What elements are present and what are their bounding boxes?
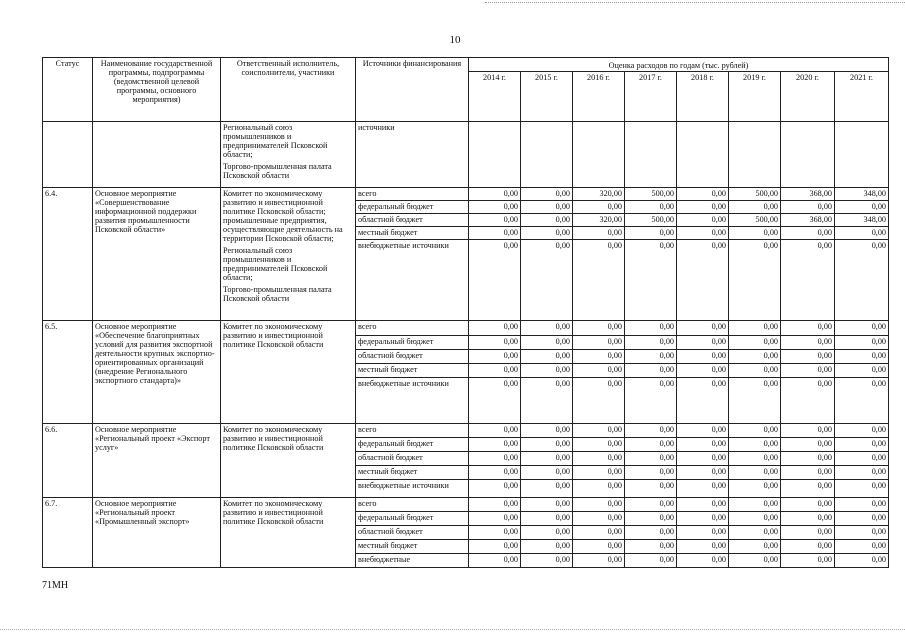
value-cell: 0,00	[677, 512, 729, 526]
status-cell: 6.5.	[43, 321, 93, 424]
value-cell: 0,00	[625, 364, 677, 378]
value-cell: 0,00	[677, 188, 729, 201]
value-cell: 0,00	[573, 498, 625, 512]
value-cell: 0,00	[625, 466, 677, 480]
value-cell: 0,00	[729, 350, 781, 364]
value-cell: 0,00	[469, 336, 521, 350]
value-cell: 0,00	[781, 336, 835, 350]
value-cell: 0,00	[835, 466, 889, 480]
value-cell: 348,00	[835, 188, 889, 201]
value-cell: 0,00	[521, 214, 573, 227]
source-label: местный бюджет	[356, 364, 469, 378]
value-cell: 0,00	[677, 526, 729, 540]
value-cell: 0,00	[835, 526, 889, 540]
value-cell: 0,00	[835, 378, 889, 424]
executor-line: Комитет по экономическому развитию и инвестиционной политике Псковской области	[223, 322, 324, 349]
value-cell: 0,00	[469, 498, 521, 512]
value-cell: 0,00	[677, 201, 729, 214]
value-cell: 0,00	[521, 540, 573, 554]
expenses-table	[42, 57, 889, 568]
header-status: Статус	[43, 58, 93, 122]
value-cell: 0,00	[835, 336, 889, 350]
source-label: всего	[356, 498, 469, 512]
value-cell: 0,00	[625, 350, 677, 364]
value-cell: 0,00	[677, 378, 729, 424]
value-cell: 0,00	[781, 498, 835, 512]
value-cell: 368,00	[781, 214, 835, 227]
value-cell: 0,00	[573, 350, 625, 364]
value-cell: 0,00	[677, 466, 729, 480]
source-label: областной бюджет	[356, 350, 469, 364]
value-cell: 0,00	[573, 452, 625, 466]
executor-cell	[221, 321, 356, 424]
header-executor: Ответственный исполнитель, соисполнители, участники	[221, 58, 356, 122]
source-label: федеральный бюджет	[356, 336, 469, 350]
value-cell: 0,00	[573, 378, 625, 424]
value-cell: 320,00	[573, 214, 625, 227]
source-label: внебюджетные	[356, 554, 469, 568]
value-cell: 0,00	[835, 480, 889, 498]
value-cell: 0,00	[835, 452, 889, 466]
value-cell	[469, 122, 521, 188]
source-label: областной бюджет	[356, 526, 469, 540]
status-cell: 6.6.	[43, 424, 93, 498]
value-cell: 0,00	[781, 526, 835, 540]
name-cell: Основное мероприятие «Региональный проект «Экспорт услуг»	[93, 424, 221, 498]
value-cell: 0,00	[781, 240, 835, 321]
value-cell: 0,00	[469, 526, 521, 540]
value-cell: 0,00	[781, 540, 835, 554]
value-cell: 0,00	[835, 240, 889, 321]
value-cell: 0,00	[625, 452, 677, 466]
value-cell: 0,00	[781, 201, 835, 214]
value-cell: 0,00	[835, 540, 889, 554]
value-cell: 0,00	[469, 201, 521, 214]
value-cell: 0,00	[521, 466, 573, 480]
value-cell: 0,00	[781, 350, 835, 364]
value-cell: 0,00	[781, 452, 835, 466]
value-cell: 0,00	[573, 466, 625, 480]
value-cell: 0,00	[573, 554, 625, 568]
value-cell: 0,00	[469, 378, 521, 424]
executor-cell	[221, 498, 356, 568]
value-cell: 0,00	[521, 201, 573, 214]
value-cell: 0,00	[469, 466, 521, 480]
value-cell: 0,00	[573, 512, 625, 526]
value-cell: 0,00	[573, 321, 625, 336]
value-cell	[781, 122, 835, 188]
value-cell: 0,00	[469, 452, 521, 466]
source-label: внебюджетные источники	[356, 378, 469, 424]
source-label: всего	[356, 188, 469, 201]
value-cell: 0,00	[521, 378, 573, 424]
value-cell: 0,00	[521, 188, 573, 201]
value-cell: 0,00	[781, 480, 835, 498]
value-cell: 368,00	[781, 188, 835, 201]
source-row	[43, 188, 889, 201]
value-cell: 0,00	[677, 452, 729, 466]
value-cell: 0,00	[781, 227, 835, 240]
source-label: всего	[356, 321, 469, 336]
value-cell: 0,00	[469, 350, 521, 364]
executor-line: Торгово-промышленная палата Псковской области	[223, 162, 332, 180]
value-cell: 0,00	[835, 554, 889, 568]
value-cell: 0,00	[521, 452, 573, 466]
value-cell: 0,00	[521, 336, 573, 350]
executor-line: Комитет по экономическому развитию и инвестиционной политике Псковской области	[223, 499, 324, 526]
value-cell: 0,00	[729, 227, 781, 240]
value-cell: 0,00	[729, 452, 781, 466]
value-cell: 500,00	[625, 214, 677, 227]
scan-edge-top	[485, 2, 905, 4]
value-cell: 0,00	[677, 540, 729, 554]
value-cell: 0,00	[573, 526, 625, 540]
value-cell: 0,00	[729, 336, 781, 350]
value-cell: 0,00	[625, 480, 677, 498]
value-cell: 0,00	[573, 438, 625, 452]
value-cell: 0,00	[521, 512, 573, 526]
value-cell	[677, 122, 729, 188]
value-cell: 0,00	[625, 438, 677, 452]
value-cell: 0,00	[835, 321, 889, 336]
value-cell: 0,00	[521, 240, 573, 321]
value-cell: 0,00	[521, 424, 573, 438]
name-cell	[93, 122, 221, 188]
value-cell: 0,00	[469, 424, 521, 438]
executor-line: Комитет по экономическому развитию и инвестиционной политике Псковской области; промышленные предприятия, осуществляющие деятельность на территории Псковской области;	[223, 189, 343, 243]
value-cell: 0,00	[677, 240, 729, 321]
value-cell: 0,00	[835, 227, 889, 240]
value-cell: 0,00	[781, 512, 835, 526]
value-cell: 0,00	[625, 424, 677, 438]
table-header	[43, 58, 889, 122]
status-cell: 6.7.	[43, 498, 93, 568]
header-expenses: Оценка расходов по годам (тыс. рублей)	[469, 58, 889, 72]
value-cell: 0,00	[625, 512, 677, 526]
value-cell: 500,00	[729, 188, 781, 201]
source-row	[43, 321, 889, 336]
header-year: 2021 г.	[835, 72, 889, 122]
value-cell: 0,00	[729, 526, 781, 540]
value-cell: 0,00	[521, 480, 573, 498]
executor-cell	[221, 122, 356, 188]
value-cell: 0,00	[521, 438, 573, 452]
executor-line: Комитет по экономическому развитию и инвестиционной политике Псковской области	[223, 425, 324, 452]
value-cell: 0,00	[677, 227, 729, 240]
footer-code: 71МН	[42, 580, 69, 591]
executor-line: Региональный союз промышленников и предпринимателей Псковской области;	[223, 246, 328, 282]
value-cell: 0,00	[677, 554, 729, 568]
value-cell	[521, 122, 573, 188]
source-label: местный бюджет	[356, 540, 469, 554]
value-cell: 0,00	[521, 526, 573, 540]
source-row	[43, 424, 889, 438]
header-name: Наименование государственной программы, подпрограммы (ведомственной целевой программы, основного мероприятия)	[93, 58, 221, 122]
value-cell: 0,00	[729, 378, 781, 424]
value-cell: 0,00	[729, 512, 781, 526]
value-cell: 0,00	[729, 424, 781, 438]
value-cell: 0,00	[625, 227, 677, 240]
value-cell: 0,00	[729, 480, 781, 498]
value-cell: 0,00	[521, 554, 573, 568]
executor-line: Торгово-промышленная палата Псковской области	[223, 285, 332, 303]
value-cell: 0,00	[677, 350, 729, 364]
value-cell: 0,00	[573, 240, 625, 321]
value-cell: 0,00	[835, 512, 889, 526]
value-cell: 0,00	[781, 321, 835, 336]
value-cell: 0,00	[835, 424, 889, 438]
value-cell: 0,00	[625, 321, 677, 336]
executor-cell	[221, 188, 356, 321]
source-label: областной бюджет	[356, 452, 469, 466]
value-cell: 0,00	[573, 480, 625, 498]
value-cell: 0,00	[625, 378, 677, 424]
value-cell: 0,00	[729, 240, 781, 321]
source-row	[43, 498, 889, 512]
value-cell: 0,00	[469, 438, 521, 452]
value-cell: 500,00	[625, 188, 677, 201]
header-year: 2020 г.	[781, 72, 835, 122]
value-cell: 0,00	[625, 554, 677, 568]
value-cell	[835, 122, 889, 188]
value-cell: 0,00	[573, 336, 625, 350]
value-cell: 0,00	[677, 336, 729, 350]
value-cell: 0,00	[573, 424, 625, 438]
value-cell: 0,00	[625, 201, 677, 214]
value-cell: 500,00	[729, 214, 781, 227]
status-cell	[43, 122, 93, 188]
value-cell: 0,00	[835, 201, 889, 214]
value-cell: 0,00	[625, 498, 677, 512]
value-cell: 0,00	[573, 201, 625, 214]
value-cell: 0,00	[729, 466, 781, 480]
value-cell: 0,00	[625, 240, 677, 321]
value-cell: 0,00	[469, 214, 521, 227]
value-cell: 0,00	[469, 364, 521, 378]
value-cell: 0,00	[835, 364, 889, 378]
value-cell: 0,00	[677, 480, 729, 498]
value-cell: 348,00	[835, 214, 889, 227]
source-label: областной бюджет	[356, 214, 469, 227]
value-cell: 0,00	[573, 227, 625, 240]
value-cell: 0,00	[781, 554, 835, 568]
value-cell: 0,00	[521, 321, 573, 336]
header-year: 2017 г.	[625, 72, 677, 122]
value-cell: 0,00	[469, 188, 521, 201]
value-cell: 0,00	[677, 498, 729, 512]
value-cell: 0,00	[781, 424, 835, 438]
source-label: всего	[356, 424, 469, 438]
source-label: федеральный бюджет	[356, 512, 469, 526]
header-year: 2016 г.	[573, 72, 625, 122]
value-cell: 0,00	[521, 364, 573, 378]
value-cell: 0,00	[469, 540, 521, 554]
header-year: 2015 г.	[521, 72, 573, 122]
value-cell: 0,00	[677, 438, 729, 452]
value-cell	[729, 122, 781, 188]
source-cell: источники	[356, 122, 469, 188]
value-cell: 0,00	[625, 336, 677, 350]
value-cell: 0,00	[573, 364, 625, 378]
header-sources: Источники финансирования	[356, 58, 469, 122]
value-cell: 0,00	[469, 480, 521, 498]
value-cell: 0,00	[835, 498, 889, 512]
value-cell: 0,00	[729, 438, 781, 452]
value-cell: 0,00	[781, 438, 835, 452]
value-cell: 0,00	[729, 364, 781, 378]
source-label: местный бюджет	[356, 227, 469, 240]
value-cell: 320,00	[573, 188, 625, 201]
value-cell: 0,00	[729, 498, 781, 512]
value-cell: 0,00	[469, 321, 521, 336]
header-year: 2019 г.	[729, 72, 781, 122]
value-cell: 0,00	[469, 512, 521, 526]
continuation-row	[43, 122, 889, 188]
value-cell: 0,00	[521, 498, 573, 512]
table-body	[43, 122, 889, 568]
source-label: внебюджетные источники	[356, 240, 469, 321]
source-label: федеральный бюджет	[356, 438, 469, 452]
page-number: 10	[449, 34, 461, 46]
name-cell: Основное мероприятие «Обеспечение благоприятных условий для развития экспортной деятельности крупных экспортно-ориентированных организаций (внедрение Регионального экспортного стандарта)»	[93, 321, 221, 424]
value-cell: 0,00	[625, 526, 677, 540]
source-label: внебюджетные источники	[356, 480, 469, 498]
value-cell: 0,00	[521, 227, 573, 240]
executor-line: Региональный союз промышленников и предпринимателей Псковской области;	[223, 123, 328, 159]
value-cell: 0,00	[729, 540, 781, 554]
value-cell: 0,00	[521, 350, 573, 364]
value-cell: 0,00	[729, 554, 781, 568]
executor-cell	[221, 424, 356, 498]
value-cell: 0,00	[573, 540, 625, 554]
value-cell: 0,00	[677, 214, 729, 227]
value-cell: 0,00	[781, 378, 835, 424]
value-cell: 0,00	[469, 554, 521, 568]
status-cell: 6.4.	[43, 188, 93, 321]
value-cell: 0,00	[677, 364, 729, 378]
header-year: 2014 г.	[469, 72, 521, 122]
value-cell: 0,00	[781, 364, 835, 378]
scan-edge-bottom	[0, 629, 905, 631]
value-cell: 0,00	[729, 201, 781, 214]
value-cell: 0,00	[625, 540, 677, 554]
name-cell: Основное мероприятие «Совершенствование информационной поддержки развития промышленности Псковской области»	[93, 188, 221, 321]
value-cell	[625, 122, 677, 188]
source-label: местный бюджет	[356, 466, 469, 480]
value-cell: 0,00	[677, 424, 729, 438]
value-cell: 0,00	[469, 227, 521, 240]
header-year: 2018 г.	[677, 72, 729, 122]
value-cell: 0,00	[469, 240, 521, 321]
value-cell: 0,00	[835, 438, 889, 452]
value-cell: 0,00	[835, 350, 889, 364]
value-cell	[573, 122, 625, 188]
source-label: федеральный бюджет	[356, 201, 469, 214]
value-cell: 0,00	[677, 321, 729, 336]
value-cell: 0,00	[781, 466, 835, 480]
value-cell: 0,00	[729, 321, 781, 336]
name-cell: Основное мероприятие «Региональный проект «Промышленный экспорт»	[93, 498, 221, 568]
